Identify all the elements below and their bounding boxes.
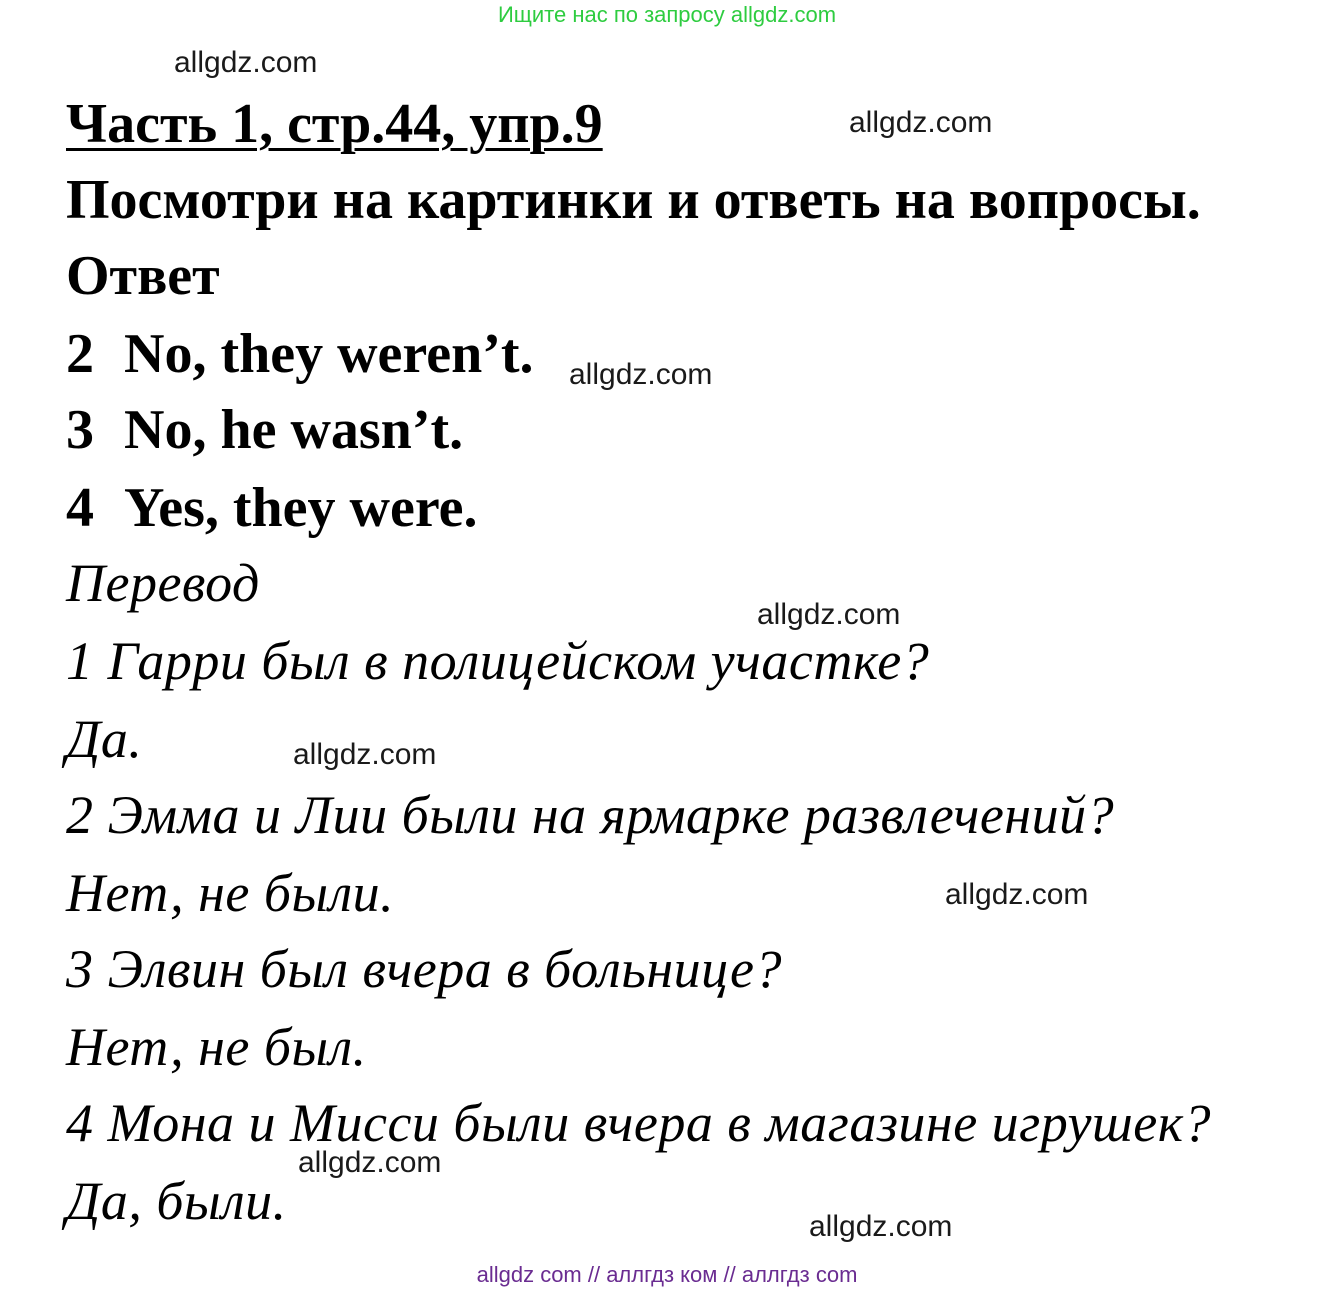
answer-item — [66, 476, 478, 540]
translation-line: 1 Гарри был в полицейском участке? — [66, 631, 930, 691]
translation-line: Нет, не был. — [66, 1017, 367, 1077]
translation-line: Нет, не были. — [66, 863, 395, 923]
watermark: allgdz.com — [293, 738, 437, 771]
answer-item — [66, 398, 463, 462]
translation-line: Да. — [66, 709, 143, 769]
watermark: allgdz.com — [809, 1210, 953, 1243]
watermark: allgdz.com — [849, 106, 993, 139]
answer-number: 2 — [66, 323, 94, 385]
page-title: Часть 1, стр.44, упр.9 — [66, 93, 603, 155]
translation-heading: Перевод — [66, 553, 260, 613]
watermark: allgdz.com — [569, 358, 713, 391]
top-search-banner: Ищите нас по запросу allgdz.com — [497, 2, 837, 27]
answer-text: No, they weren’t. — [124, 323, 534, 385]
translation-line: 3 Элвин был вчера в больнице? — [66, 939, 782, 999]
watermark: allgdz.com — [174, 46, 318, 79]
translation-line: 2 Эмма и Лии были на ярмарке развлечений? — [66, 785, 1115, 845]
watermark: allgdz.com — [757, 598, 901, 631]
translation-line: Да, были. — [66, 1171, 287, 1231]
task-instruction: Посмотри на картинки и ответь на вопросы. — [66, 169, 1201, 231]
answer-heading: Ответ — [66, 245, 220, 307]
answer-number: 3 — [66, 399, 94, 461]
answer-item — [66, 322, 534, 386]
answer-text: No, he wasn’t. — [124, 399, 464, 461]
answer-number: 4 — [66, 477, 94, 539]
watermark: allgdz.com — [298, 1146, 442, 1179]
answer-text: Yes, they were. — [124, 477, 478, 539]
bottom-site-banner: allgdz com // аллгдз ком // аллгдз com — [476, 1262, 858, 1287]
translation-line: 4 Мона и Мисси были вчера в магазине игрушек? — [66, 1093, 1211, 1153]
watermark: allgdz.com — [945, 878, 1089, 911]
